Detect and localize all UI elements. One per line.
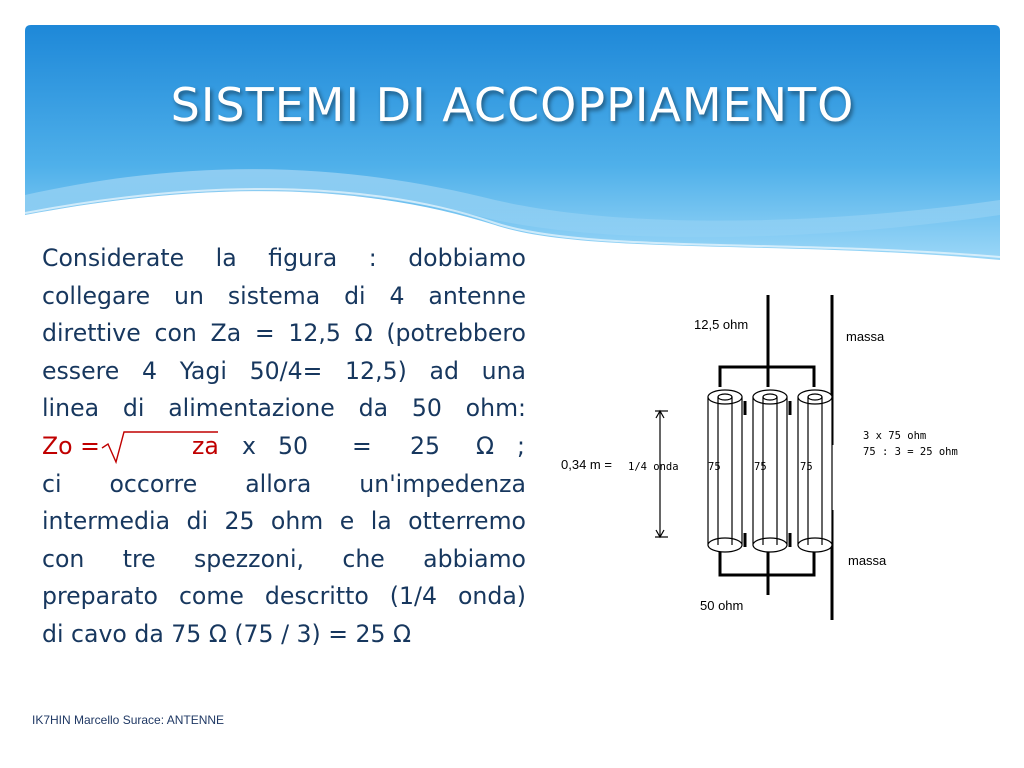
cable-1-label: 75 — [708, 461, 721, 473]
calc-line-2: 75 : 3 = 25 ohm — [863, 446, 958, 458]
massa-bottom-label: massa — [848, 553, 887, 568]
formula-equals: = — [352, 431, 372, 460]
length-label: 0,34 m = — [561, 457, 612, 472]
cable-3-label: 75 — [800, 461, 813, 473]
body-line: linea di alimentazione da 50 ohm: — [42, 394, 526, 423]
body-line: con tre spezzoni, che abbiamo — [42, 544, 526, 573]
massa-top-label: massa — [846, 329, 885, 344]
cable-group — [708, 390, 832, 552]
impedance-formula — [42, 428, 526, 466]
calc-line-1: 3 x 75 ohm — [863, 430, 927, 442]
quarter-wave-label: 1/4 onda — [628, 461, 679, 473]
coupling-diagram — [550, 285, 1020, 625]
slide-title: SISTEMI DI ACCOPPIAMENTO — [170, 78, 855, 132]
formula-semicolon: ; — [517, 431, 525, 460]
body-line: intermedia di 25 ohm e la otterremo — [42, 507, 526, 536]
formula-zo: Zo = — [42, 431, 100, 460]
formula-za: za — [192, 431, 219, 460]
title-banner — [25, 25, 1000, 260]
body-line: di cavo da 75 Ω (75 / 3) = 25 Ω — [42, 619, 412, 648]
footer-text: IK7HIN Marcello Surace: ANTENNE — [32, 713, 225, 727]
body-line: ci occorre allora un'impedenza — [42, 469, 526, 498]
body-line: essere 4 Yagi 50/4= 12,5) ad una — [42, 356, 526, 385]
formula-times: x — [242, 431, 256, 460]
bottom-impedance-label: 50 ohm — [700, 598, 744, 613]
body-line: preparato come descritto (1/4 onda) — [42, 582, 526, 611]
body-paragraph — [42, 240, 526, 654]
formula-50: 50 — [278, 431, 309, 460]
formula-25: 25 — [410, 431, 441, 460]
body-line: Considerate la figura : dobbiamo — [42, 244, 526, 272]
formula-omega: Ω — [476, 431, 495, 460]
body-line: direttive con Za = 12,5 Ω (potrebbero — [42, 319, 526, 348]
top-impedance-label: 12,5 ohm — [694, 317, 749, 332]
body-line: collegare un sistema di 4 antenne — [42, 281, 526, 310]
cable-2-label: 75 — [754, 461, 767, 473]
